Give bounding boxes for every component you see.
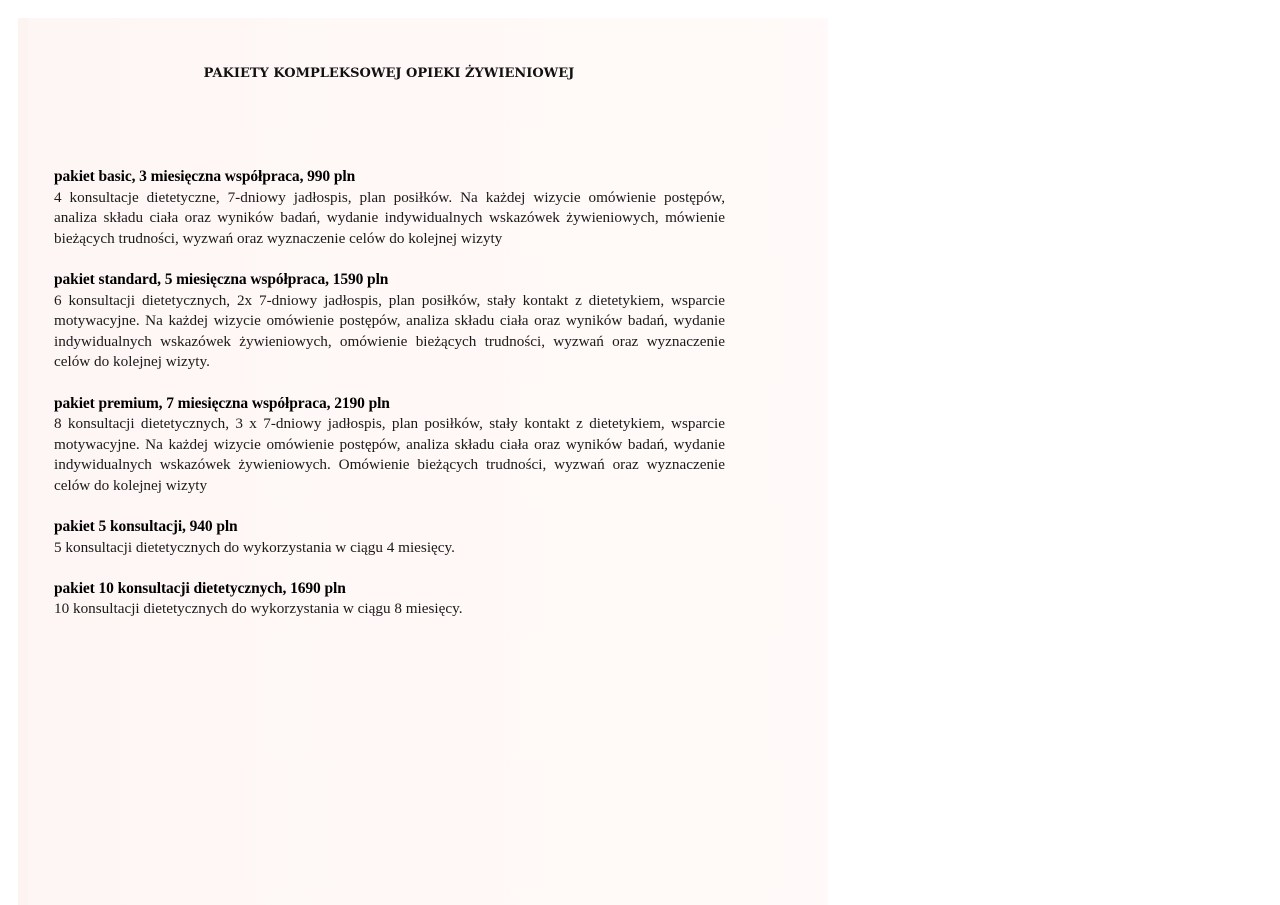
package-standard [54, 270, 725, 373]
package-description: 8 konsultacji dietetycznych, 3 x 7-dniowy jadłospis, plan posiłków, stały kontakt z dietetykiem, wsparcie motywacyjne. Na każdej wizycie omówienie postępów, analiza składu ciała oraz wyników badań, wydanie indywidualnych wskazówek żywieniowych. Omówienie bieżących trudności, wyzwań oraz wyznaczenie celów do kolejnej wizyty [54, 415, 725, 494]
package-premium [54, 394, 725, 497]
package-5-consultations [54, 517, 725, 558]
package-heading: pakiet premium, 7 miesięczna współpraca, 2190 pln [54, 394, 390, 412]
package-10-consultations [54, 579, 725, 620]
package-basic [54, 167, 725, 249]
package-description: 6 konsultacji dietetycznych, 2x 7-dniowy jadłospis, plan posiłków, stały kontakt z dietetykiem, wsparcie motywacyjne. Na każdej wizycie omówienie postępów, analiza składu ciała oraz wyników badań, wydanie indywidualnych wskazówek żywieniowych, omówienie bieżących trudności, wyzwań oraz wyznaczenie celów do kolejnej wizyty. [54, 291, 725, 371]
package-list [54, 167, 725, 641]
package-heading: pakiet 10 konsultacji dietetycznych, 1690 pln [54, 579, 346, 597]
package-description: 4 konsultacje dietetyczne, 7-dniowy jadłospis, plan posiłków. Na każdej wizycie omówienie postępów, analiza składu ciała oraz wyników badań, wydanie indywidualnych wskazówek żywieniowych, mówienie bieżących trudności, wyzwań oraz wyznaczenie celów do kolejnej wizyty [54, 188, 725, 247]
package-heading: pakiet standard, 5 miesięczna współpraca, 1590 pln [54, 270, 389, 288]
document-page [18, 18, 828, 905]
package-description: 10 konsultacji dietetycznych do wykorzystania w ciągu 8 miesięcy. [54, 600, 463, 618]
package-description: 5 konsultacji dietetycznych do wykorzystania w ciągu 4 miesięcy. [54, 538, 455, 556]
page-title: PAKIETY KOMPLEKSOWEJ OPIEKI ŻYWIENIOWEJ [203, 66, 575, 81]
package-heading: pakiet 5 konsultacji, 940 pln [54, 518, 238, 536]
package-heading: pakiet basic, 3 miesięczna współpraca, 990 pln [54, 168, 356, 185]
